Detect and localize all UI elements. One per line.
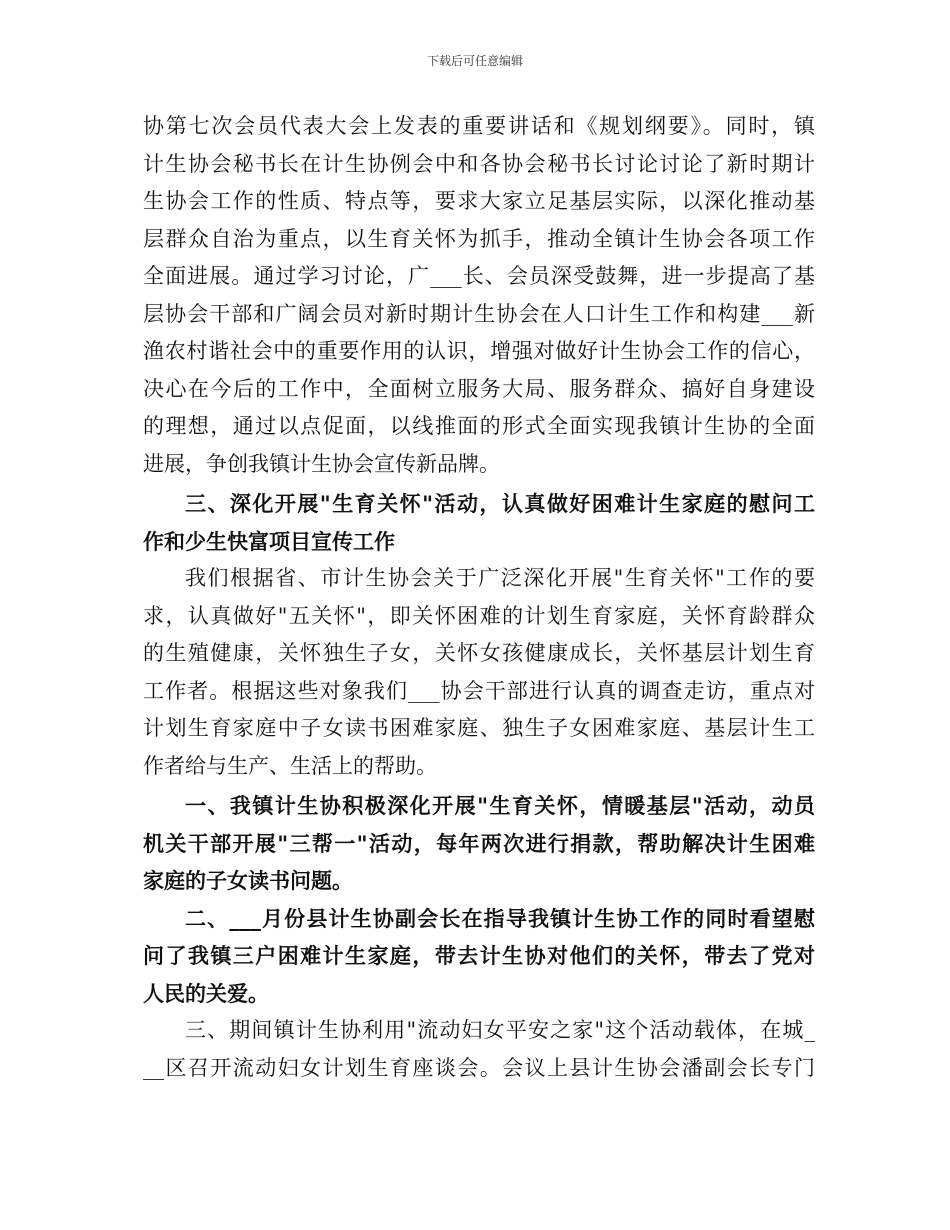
paragraph — [143, 560, 815, 785]
section-heading — [143, 485, 815, 560]
text-line: 机关干部开展"三帮一"活动，每年两次进行捐款，帮助解决计生困难 — [143, 830, 815, 856]
text-line: 的理想，通过以点促面，以线推面的形式全面实现我镇计生协的全面 — [143, 414, 815, 438]
text-line: 生协会工作的性质、特点等，要求大家立足基层实际，以深化推动基 — [143, 189, 815, 213]
text-line: 人民的关爱。 — [143, 980, 269, 1006]
text-line: 三、期间镇计生协利用"流动妇女平安之家"这个活动载体，在城_ — [185, 1018, 815, 1042]
paragraph — [143, 108, 815, 483]
text-line: 渔农村谐社会中的重要作用的认识，增强对做好计生协会工作的信心， — [143, 339, 815, 363]
text-line: 计划生育家庭中子女读书困难家庭、独生子女困难家庭、基层计生工 — [143, 716, 815, 740]
text-line: 全面进展。通过学习讨论，广___长、会员深受鼓舞，进一步提高了基 — [143, 264, 815, 288]
text-line: 作和少生快富项目宣传工作 — [143, 528, 395, 554]
text-line: 的生殖健康，关怀独生子女，关怀女孩健康成长，关怀基层计划生育 — [143, 641, 815, 665]
text-line: 层协会干部和广阔会员对新时期计生协会在人口计生工作和构建___新 — [143, 301, 815, 326]
page-header: 下载后可任意编辑 — [426, 54, 523, 68]
text-line: 家庭的子女读书问题。 — [143, 868, 353, 893]
text-line: 层群众自治为重点，以生育关怀为抓手，推动全镇计生协会各项工作 — [143, 226, 815, 251]
text-line: 三、深化开展"生育关怀"活动，认真做好困难计生家庭的慰问工 — [185, 491, 815, 516]
paragraph — [143, 1012, 815, 1087]
text-line: 我们根据省、市计生协会关于广泛深化开展"生育关怀"工作的要 — [185, 566, 815, 590]
text-line: 决心在今后的工作中，全面树立服务大局、服务群众、搞好自身建设 — [143, 376, 815, 401]
document-body — [143, 108, 815, 1087]
text-line: 二、___月份县计生协副会长在指导我镇计生协工作的同时看望慰 — [185, 905, 815, 931]
text-line: 问了我镇三户困难计生家庭，带去计生协对他们的关怀，带去了党对 — [143, 943, 815, 968]
text-line: 求，认真做好"五关怀"，即关怀困难的计划生育家庭，关怀育龄群众 — [143, 603, 815, 628]
bold-paragraph — [143, 900, 815, 1013]
text-line: 工作者。根据这些对象我们___协会干部进行认真的调查走访，重点对 — [143, 678, 815, 703]
bold-paragraph — [143, 787, 815, 900]
text-line: 计生协会秘书长在计生协例会中和各协会秘书长讨论讨论了新时期计 — [143, 151, 815, 176]
text-line: 作者给与生产、生活上的帮助。 — [143, 753, 437, 778]
text-line: __区召开流动妇女计划生育座谈会。会议上县计生协会潘副会长专门 — [143, 1055, 815, 1080]
text-line: 协第七次会员代表大会上发表的重要讲话和《规划纲要》。同时，镇 — [143, 114, 815, 138]
text-line: 进展，争创我镇计生协会宣传新品牌。 — [143, 451, 500, 476]
text-line: 一、我镇计生协积极深化开展"生育关怀，情暖基层"活动，动员 — [185, 793, 815, 818]
